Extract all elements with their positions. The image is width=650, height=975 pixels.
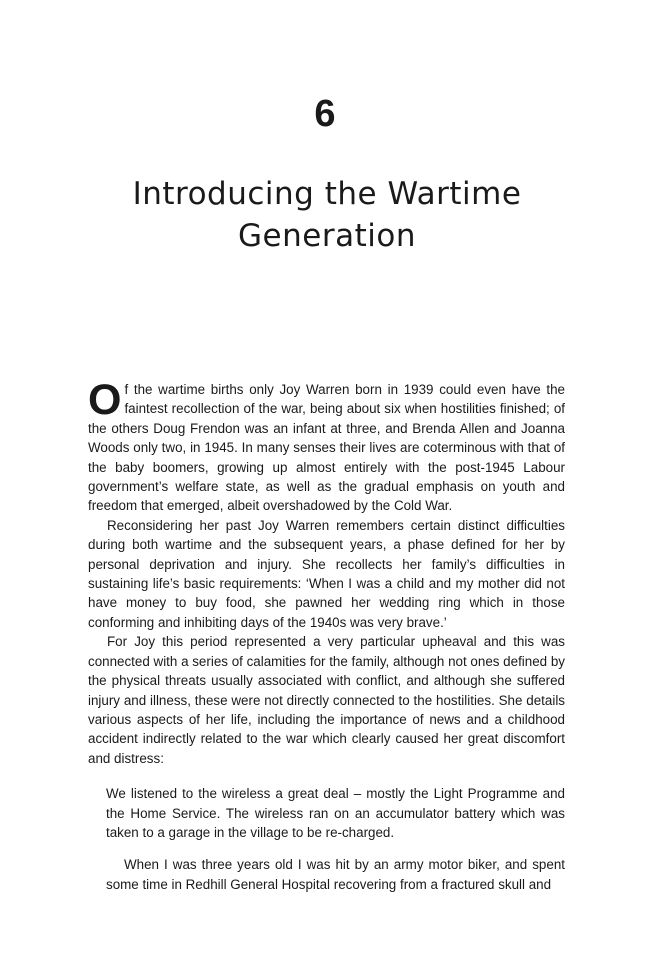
quote-paragraph-2: When I was three years old I was hit by an army motor biker, and spent some time in Redhill General Hospital recovering from a fractured skull and [106,857,565,892]
body-paragraph-1-text: f the wartime births only Joy Warren born in 1939 could even have the faintest recollection of the war, being about six when hostilities finished; of the others Doug Frendon was an infant at three, and Brenda Allen and Joanna Woods only two, in 1945. In many senses their lives are coterminous with that of the baby boomers, growing up almost entirely with the post-1945 Labour government’s welfare state, as well as the gradual emphasis on youth and freedom that emerged, albeit overshadowed by the Cold War. [88,382,565,514]
chapter-number: 6 [314,93,336,135]
quote-paragraph-1: We listened to the wireless a great deal – mostly the Light Programme and the Home Service. The wireless ran on an accumulator battery which was taken to a garage in the village to be re-charged. [106,786,565,840]
body-paragraph-1 [88,376,565,516]
block-quote [106,784,565,894]
drop-cap: O [88,376,122,424]
chapter-body [88,376,565,894]
chapter-title: Introducing the Wartime Generation [132,176,522,254]
body-paragraph-3: For Joy this period represented a very particular upheaval and this was connected with a series of calamities for the family, although not ones defined by the physical threats usually associated with conflict, and although she suffered injury and illness, these were not directly connected to the hostilities. She details various aspects of her life, including the importance of news and a childhood accident indirectly related to the war which clearly caused her great discomfort and distress: [88,634,565,766]
body-paragraph-2: Reconsidering her past Joy Warren remembers certain distinct difficulties during both wartime and the subsequent years, a phase defined for her by personal deprivation and injury. She recollects her family’s difficulties in sustaining life’s basic requirements: ‘When I was a child and my mother did not have money to buy food, she pawned her wedding ring which in those conforming and inhibiting days of the 1940s was very brave.’ [88,517,565,630]
